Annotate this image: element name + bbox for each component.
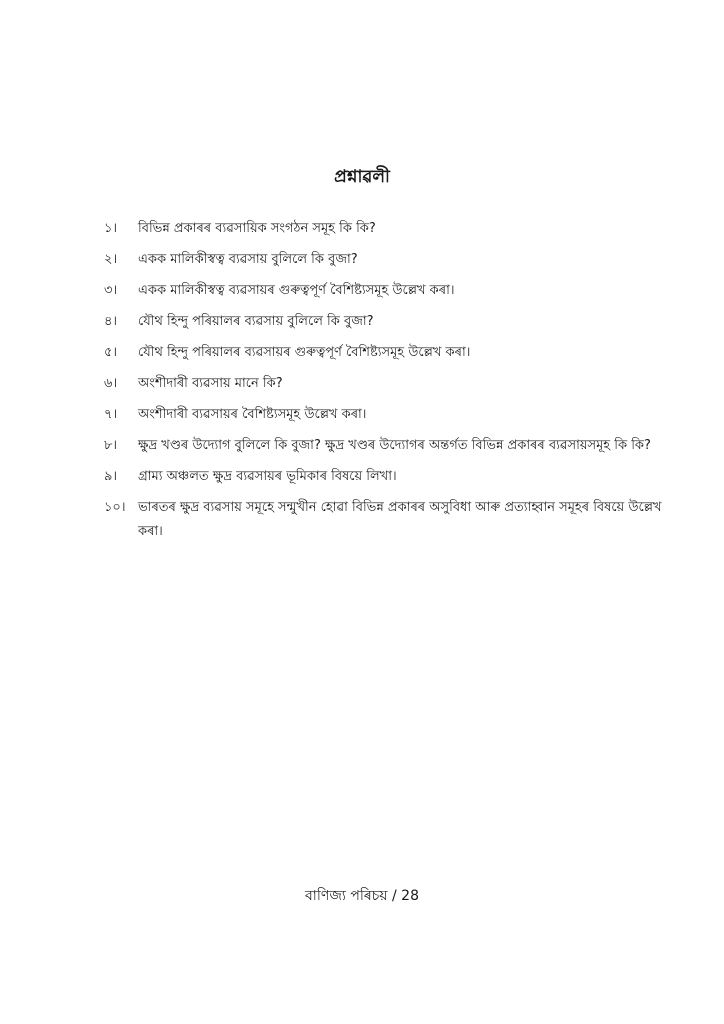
question-number: ৬। — [104, 376, 118, 391]
question-item — [104, 372, 664, 396]
question-text: একক মালিকীস্বত্ব ব্যৱসায় বুলিলে কি বুজা? — [138, 252, 358, 267]
question-text: গ্ৰাম্য অঞ্চলত ক্ষুদ্ৰ ব্যৱসায়ৰ ভূমিকাৰ বিষয়ে লিখা। — [138, 469, 397, 484]
question-number: ৩। — [104, 283, 118, 298]
question-item — [104, 217, 664, 241]
question-text: যৌথ হিন্দু পৰিয়ালৰ ব্যৱসায় বুলিলে কি বুজা? — [138, 314, 374, 329]
question-number: ৮। — [104, 438, 118, 453]
question-text: ক্ষুদ্ৰ খণ্ডৰ উদ্যোগ বুলিলে কি বুজা? ক্ষুদ্ৰ খণ্ডৰ উদ্যোগৰ অন্তৰ্গত বিভিন্ন প্ৰকাৰৰ ব্যৱসায়সমূহ কি কি? — [138, 438, 651, 453]
question-number: ১। — [104, 221, 118, 236]
question-item — [104, 279, 664, 303]
question-text: যৌথ হিন্দু পৰিয়ালৰ ব্যৱসায়ৰ গুৰুত্বপূৰ্ণ বৈশিষ্ট্যসমূহ উল্লেখ কৰা। — [138, 345, 471, 360]
question-number: ৭। — [104, 407, 118, 422]
question-list — [104, 217, 664, 551]
question-item — [104, 496, 664, 543]
page-title: প্ৰশ্নাৱলী — [334, 167, 390, 187]
question-text: একক মালিকীস্বত্ব ব্যৱসায়ৰ গুৰুত্বপূৰ্ণ বৈশিষ্ট্যসমূহ উল্লেখ কৰা। — [138, 283, 455, 298]
question-number: ২। — [104, 252, 118, 267]
question-item — [104, 248, 664, 272]
question-number: ১০। — [104, 500, 126, 515]
question-number: ৫। — [104, 345, 118, 360]
question-number: ৪। — [104, 314, 118, 329]
page-footer: বাণিজ্য পৰিচয় / 28 — [305, 888, 419, 904]
question-item — [104, 403, 664, 427]
question-text: অংশীদাৰী ব্যৱসায় মানে কি? — [138, 376, 283, 391]
question-text: বিভিন্ন প্ৰকাৰৰ ব্যৱসায়িক সংগঠন সমূহ কি কি? — [138, 221, 376, 236]
question-text: ভাৰতৰ ক্ষুদ্ৰ ব্যৱসায় সমূহে সন্মুখীন হোৱা বিভিন্ন প্ৰকাৰৰ অসুবিধা আৰু প্ৰত্যাহ্বান সমূহৰ বিষয়ে উল্লেখ কৰা। — [138, 500, 662, 539]
question-item — [104, 434, 664, 458]
question-item — [104, 465, 664, 489]
question-number: ৯। — [104, 469, 118, 484]
question-text: অংশীদাৰী ব্যৱসায়ৰ বৈশিষ্ট্যসমূহ উল্লেখ কৰা। — [138, 407, 367, 422]
question-item — [104, 310, 664, 334]
question-item — [104, 341, 664, 365]
